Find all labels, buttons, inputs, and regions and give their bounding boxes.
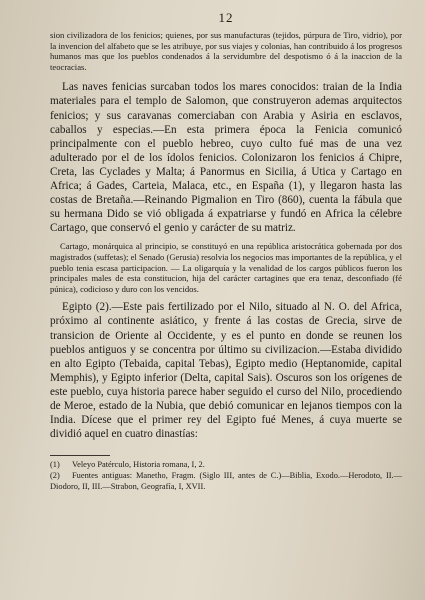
footnote-2 bbox=[50, 471, 402, 492]
footnote-mark: (1) bbox=[50, 460, 60, 470]
footnote-mark: (2) bbox=[50, 470, 60, 480]
page-content bbox=[50, 10, 402, 492]
footnote-rule bbox=[50, 455, 110, 456]
paragraph-egipto: Egipto (2).—Este pais fertilizado por el Nilo, situado al N. O. del Africa, próximo al continente asiático, y frente á las costas de Grecia, sirve de transicion de Oriente al Occidente, y es el punto en donde se reunen los pueblos antiguos y se concentra por último su civilizacion.—Estaba dividido en alto Egipto (Tebaida, capital Tebas), Egipto medio (Heptanomide, capital Memphis), y Egipto inferior (Delta, capital Sais). Oscuros son los orígenes de este pueblo, cuya historia parece haber seguido el curso del Nilo, procediendo de Meroe, estado de la Nubia, que debió comunicar en lejanos tiempos con la India. Dícese que el primer rey del Egipto fué Menes, á cuya muerte se dividió aquel en cuatro dinastías: bbox=[50, 301, 402, 441]
paragraph-fenicia: Las naves fenicias surcaban todos los mares conocidos: traian de la India materiales para el templo de Salomon, que construyeron ademas arquitectos fenicios; y sus caravanas comerciaban con Arabia y Asiria en esclavos, caballos y especias.—En esta primera época la Fenicia comunicó principalmente con el pueblo hebreo, cuyo culto fué mas de una vez adulterado por el de los ídolos fenicios. Colonizaron los fenicios á Chipre, Creta, las Cyclades y Malta; á Panormus en Sicilia, á Utica y Cartago en Africa; á Gades, Carteia, Malaca, etc., en España (1), y llegaron hasta las costas de Bretaña.—Reinando Pigmalion en Tiro (860), cuenta la fábula que su hermana Dido se vió obligada á expatriarse y fundó en Africa la célebre Cartago, que conservó el genio y carácter de su matriz. bbox=[50, 81, 402, 235]
note-continuation: sion civilizadora de los fenicios; quienes, por sus manufacturas (tejidos, púrpura de Tiro, vidrio), por la invencion del alfabeto que se les atribuye, por sus viajes y colonias, han contribuido á los progresos humanos mas que los pueblos condenados á la servidumbre del despotismo ó á la inaccion de la teocracias. bbox=[50, 30, 402, 72]
note-cartago: Cartago, monárquica al principio, se constituyó en una república aristocrática gobernada por dos magistrados (suffetas); el Senado (Gerusia) resolvia los negocios mas importantes de la república, y el pueblo tenia escasa participacion. — La oligarquía y la venalidad de los cargos públicos fueron los principales males de esta constitucion, hija del carácter cartagines que era tenaz, desconfiado (fé púnica), codicioso y duro con los vencidos. bbox=[50, 241, 402, 294]
page-number: 12 bbox=[218, 10, 234, 25]
footnote-text: Fuentes antiguas: Manetho, Fragm. (Siglo III, antes de C.)—Biblia, Exodo.—Herodoto, II.—Diodoro, II, III.—Strabon, Geografía, I, XVII. bbox=[50, 470, 402, 491]
footnote-1 bbox=[50, 460, 402, 471]
footnote-text: Veleyo Patérculo, Historia romana, I, 2. bbox=[72, 460, 205, 470]
